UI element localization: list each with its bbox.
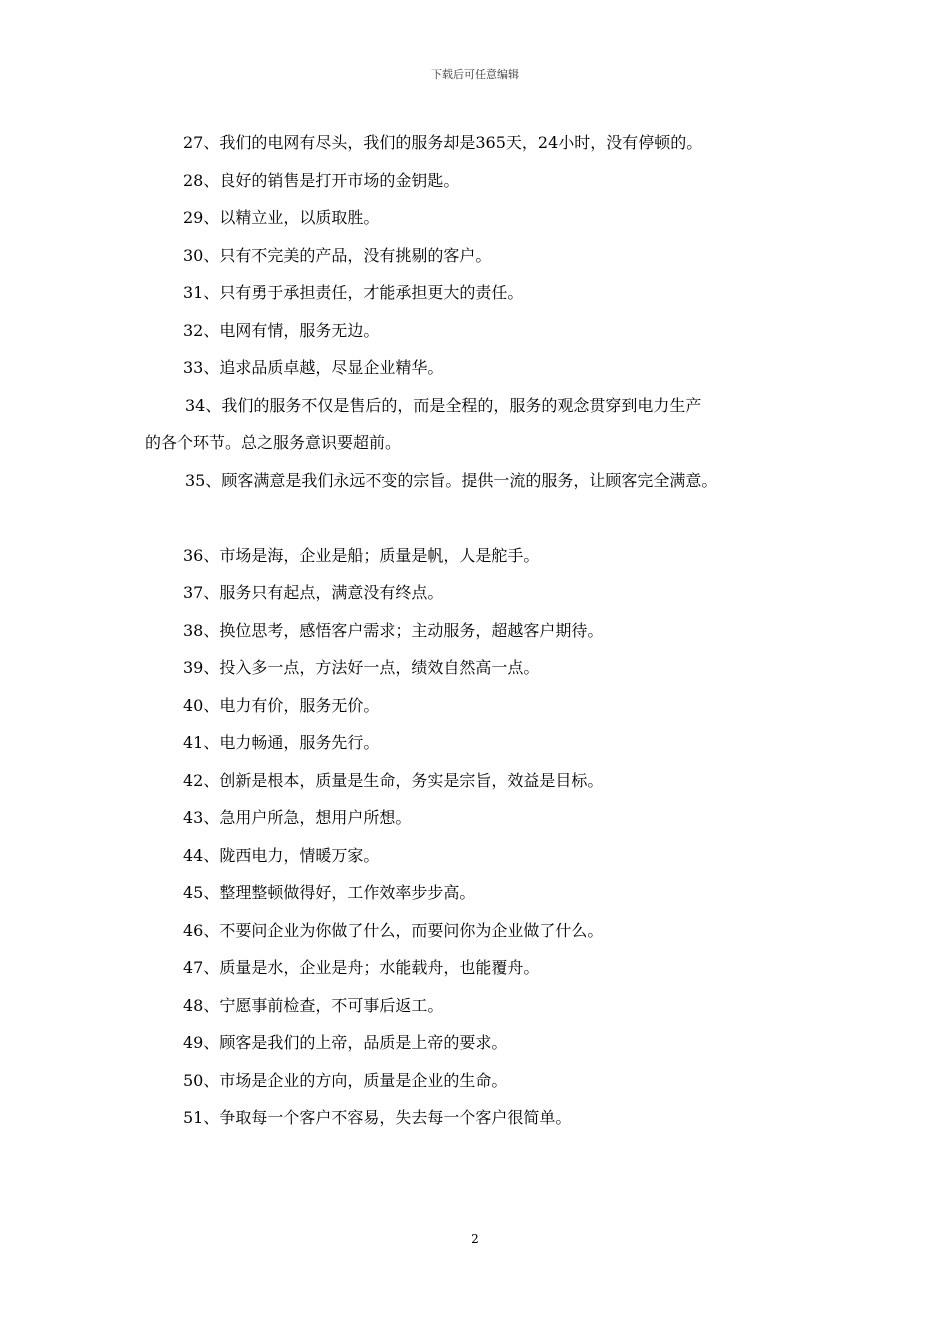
list-item: 51、争取每一个客户不容易，失去每一个客户很简单。	[183, 1108, 572, 1127]
list-item: 46、不要问企业为你做了什么，而要问你为企业做了什么。	[183, 920, 604, 940]
list-item: 41、电力畅通，服务先行。	[183, 733, 380, 752]
list-item: 27、我们的电网有尽头，我们的服务却是365天，24小时，没有停顿的。	[183, 133, 703, 152]
list-item: 30、只有不完美的产品，没有挑剔的客户。	[183, 245, 492, 265]
document-body	[145, 124, 825, 1137]
list-item-continuation: 的各个环节。总之服务意识要超前。	[145, 433, 402, 452]
list-item: 35、顾客满意是我们永远不变的宗旨。提供一流的服务，让顾客完全满意。	[185, 470, 718, 490]
list-item: 38、换位思考，感悟客户需求；主动服务，超越客户期待。	[183, 620, 604, 640]
list-item: 48、宁愿事前检查，不可事后返工。	[183, 995, 444, 1015]
list-item: 40、电力有价，服务无价。	[183, 695, 380, 715]
list-item: 42、创新是根本，质量是生命，务实是宗旨，效益是目标。	[183, 770, 604, 790]
list-item: 50、市场是企业的方向，质量是企业的生命。	[183, 1070, 508, 1090]
list-item: 45、整理整顿做得好，工作效率步步高。	[183, 883, 476, 902]
list-item: 44、陇西电力，情暖万家。	[183, 845, 380, 865]
list-item: 49、顾客是我们的上帝，品质是上帝的要求。	[183, 1033, 508, 1052]
list-item: 47、质量是水，企业是舟；水能载舟，也能覆舟。	[183, 958, 540, 977]
list-item: 37、服务只有起点，满意没有终点。	[183, 583, 444, 602]
list-item: 36、市场是海，企业是船；质量是帆，人是舵手。	[183, 545, 540, 565]
blank-line	[145, 499, 825, 537]
list-item: 33、追求品质卓越，尽显企业精华。	[183, 358, 444, 377]
list-item: 43、急用户所急，想用户所想。	[183, 808, 412, 827]
page-number: 2	[471, 1232, 479, 1246]
list-item: 34、我们的服务不仅是售后的，而是全程的，服务的观念贯穿到电力生产	[185, 395, 702, 415]
list-item: 32、电网有情，服务无边。	[183, 320, 380, 340]
list-item: 39、投入多一点，方法好一点，绩效自然高一点。	[183, 658, 540, 677]
list-item: 29、以精立业，以质取胜。	[183, 208, 380, 227]
page-header: 下载后可任意编辑	[431, 68, 519, 81]
list-item: 31、只有勇于承担责任，才能承担更大的责任。	[183, 283, 524, 302]
list-item: 28、良好的销售是打开市场的金钥匙。	[183, 170, 460, 190]
